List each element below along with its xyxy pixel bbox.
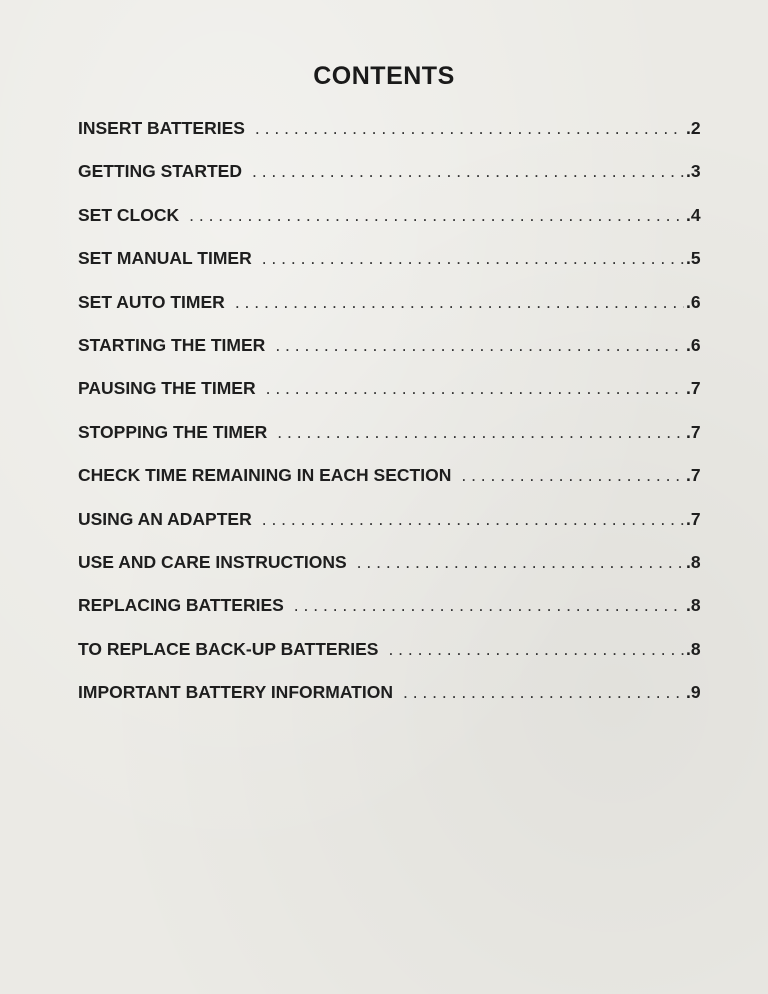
dot-leader bbox=[252, 161, 684, 182]
dot-leader bbox=[266, 378, 684, 399]
toc-entry-page: .3 bbox=[686, 161, 701, 182]
page-title: CONTENTS bbox=[313, 62, 455, 90]
dot-leader bbox=[189, 205, 684, 226]
toc-entry-label: SET AUTO TIMER bbox=[78, 291, 225, 312]
toc-entry bbox=[78, 335, 700, 378]
toc-entry-page: .5 bbox=[686, 248, 701, 269]
dot-leader bbox=[294, 595, 684, 616]
toc-entry-label: USING AN ADAPTER bbox=[78, 508, 252, 529]
toc-entry-label: TO REPLACE BACK-UP BATTERIES bbox=[78, 638, 379, 659]
toc-entry-page: .9 bbox=[686, 682, 701, 703]
toc-entry-label: USE AND CARE INSTRUCTIONS bbox=[78, 551, 347, 572]
toc-entry bbox=[78, 639, 700, 682]
dot-leader bbox=[275, 335, 684, 356]
table-of-contents bbox=[78, 118, 700, 725]
toc-entry bbox=[78, 682, 700, 725]
toc-entry-page: .6 bbox=[686, 291, 701, 312]
dot-leader bbox=[235, 292, 684, 313]
toc-entry bbox=[78, 422, 700, 465]
toc-entry-page: .8 bbox=[686, 551, 701, 572]
toc-entry-label: INSERT BATTERIES bbox=[78, 118, 245, 138]
dot-leader bbox=[403, 682, 684, 703]
dot-leader bbox=[262, 509, 684, 530]
toc-entry bbox=[78, 465, 700, 508]
toc-entry-label: REPLACING BATTERIES bbox=[78, 595, 284, 616]
toc-entry-page: .4 bbox=[686, 204, 701, 225]
toc-entry-label: STARTING THE TIMER bbox=[78, 334, 266, 355]
dot-leader bbox=[461, 465, 684, 486]
toc-entry bbox=[78, 378, 700, 421]
toc-entry bbox=[78, 205, 700, 248]
toc-entry-page: .8 bbox=[686, 595, 701, 616]
toc-entry bbox=[78, 118, 700, 161]
dot-leader bbox=[357, 552, 684, 573]
dot-leader bbox=[277, 422, 684, 443]
toc-entry-page: .7 bbox=[686, 508, 701, 529]
toc-entry-label: PAUSING THE TIMER bbox=[78, 378, 256, 399]
toc-entry bbox=[78, 552, 700, 595]
toc-entry-page: .7 bbox=[686, 465, 701, 486]
toc-entry-page: .7 bbox=[686, 421, 701, 442]
toc-entry bbox=[78, 292, 700, 335]
toc-entry-label: IMPORTANT BATTERY INFORMATION bbox=[78, 682, 393, 703]
toc-entry bbox=[78, 595, 700, 638]
dot-leader bbox=[255, 118, 684, 139]
toc-entry bbox=[78, 248, 700, 291]
toc-entry-page: .2 bbox=[686, 118, 701, 138]
dot-leader bbox=[388, 639, 684, 660]
toc-entry-label: STOPPING THE TIMER bbox=[78, 421, 268, 442]
toc-entry-label: CHECK TIME REMAINING IN EACH SECTION bbox=[78, 465, 452, 486]
toc-entry-page: .7 bbox=[686, 378, 701, 399]
toc-entry bbox=[78, 509, 700, 552]
toc-entry-label: SET MANUAL TIMER bbox=[78, 248, 252, 269]
toc-entry-label: GETTING STARTED bbox=[78, 161, 242, 182]
dot-leader bbox=[262, 248, 684, 269]
toc-entry-label: SET CLOCK bbox=[78, 204, 180, 225]
toc-entry-page: .6 bbox=[686, 334, 701, 355]
toc-entry bbox=[78, 161, 700, 204]
toc-entry-page: .8 bbox=[686, 638, 701, 659]
